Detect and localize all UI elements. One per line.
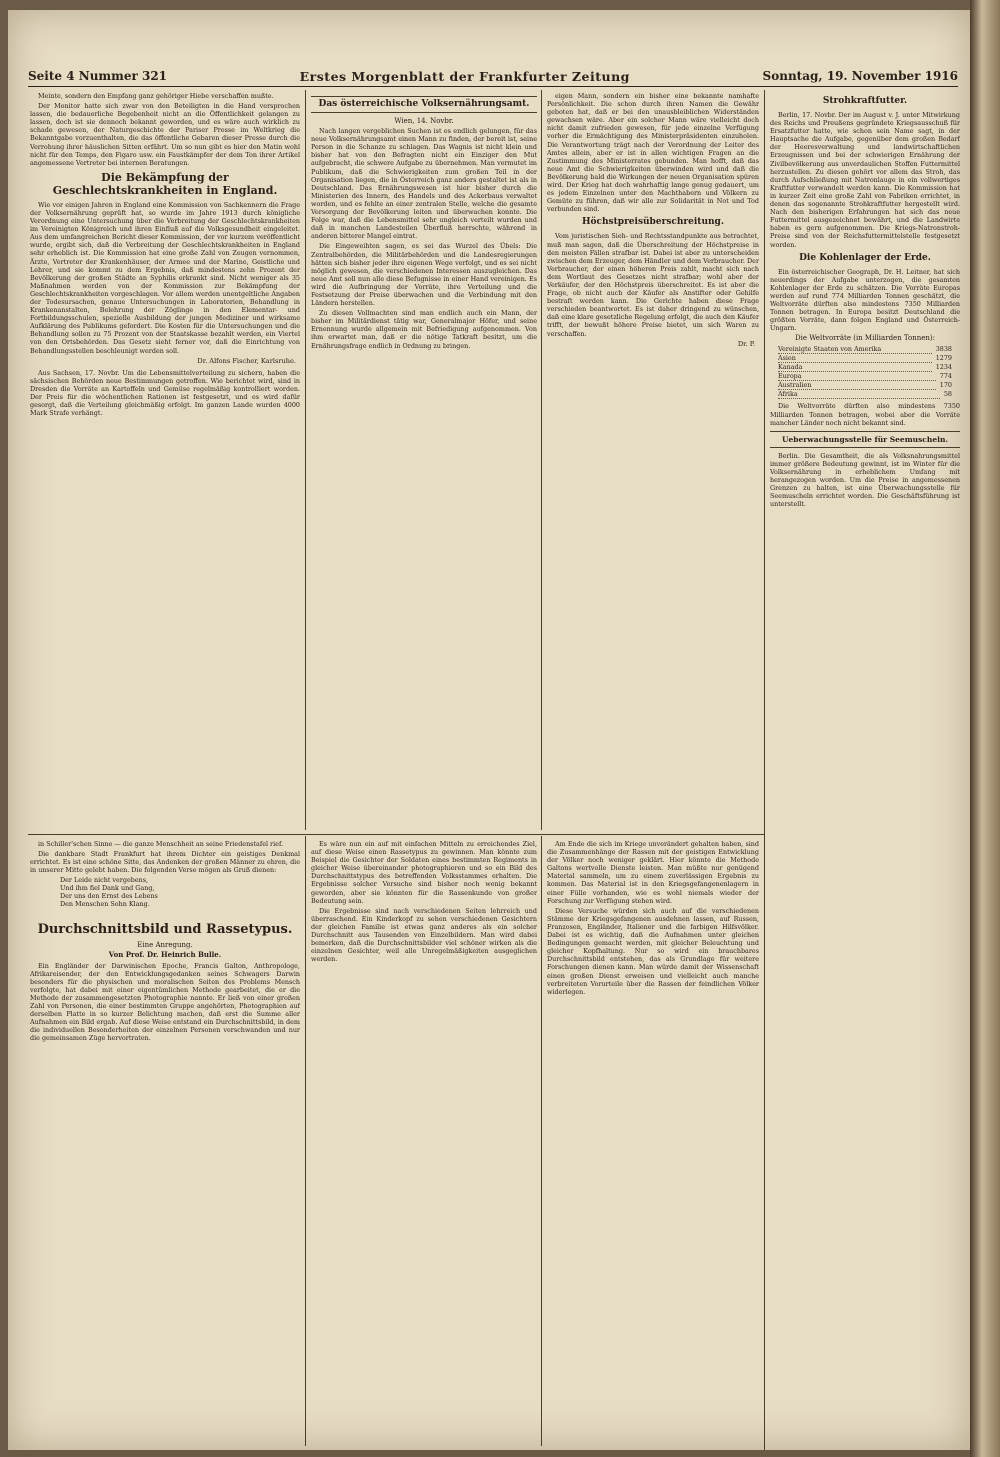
article-author: Von Prof. Dr. Heinrich Bulle. [108, 950, 222, 960]
article-paragraph: Die dankbare Stadt Frankfurt hat ihrem Dichter ein geistiges Denkmal errichtet. Es ist eine schöne Sitte, das Andenken der großen Männer zu ehren, die in unserer Mitte gelebt haben. Die folgenden Verse mögen als Gruß dienen: [30, 850, 300, 875]
article-paragraph: Am Ende die sich im Kriege unverändert gehalten haben, sind die Zusammenhänge der Rassen mit der geistigen Entwicklung der Völker noch weniger geklärt. Hier könnte die Methode Galtons wertvolle Dienste leisten. Man müßte nur genügend Material sammeln, um zu einem zuverlässigen Ergebnis zu kommen. Das Material ist in den Kriegsgefangenenlagern in einer Fülle vorhanden, wie es wohl niemals wieder der Forschung zur Verfügung stehen wird. [547, 840, 759, 905]
table-row: Afrika 58 [778, 390, 952, 399]
article-paragraph: Die Weltvorräte dürften also mindestens 7350 Milliarden Tonnen betragen, wobei aber die Vorräte mancher Länder noch nicht bekannt sind. [770, 402, 960, 427]
article-paragraph: Berlin. Die Gesamtheit, die als Volksnahrungsmittel immer größere Bedeutung gewinnt, ist im Winter für die Volksernährung in erheblichem Umfang mit herangezogen worden. Um die Preise in angemessenen Grenzen zu halten, ist eine Überwachungsstelle für Seemuscheln errichtet worden. Die Geschäftsführung ist unterstellt. [770, 451, 960, 509]
table-row: Europa 774 [778, 372, 952, 381]
table-row: Vereinigte Staaten von Amerika 3838 [778, 345, 952, 354]
article-author: Dr. Alfons Fischer, Karlsruhe. [197, 356, 296, 365]
article-paragraph: Zu diesen Vollmachten sind man endlich auch ein Mann, der bisher im Militärdienst tätig war, Generalmajor Höfer, und seine Ernennung wurde allgemein mit Befriedigung aufgenommen. Von ihm erwartet man, daß er die nötige Tatkraft besitzt, um die Ernährungsfrage endlich in Ordnung zu bringen. [311, 309, 537, 350]
bottom-column-1 [30, 840, 300, 1440]
bottom-column-2 [311, 840, 537, 1440]
article-headline: Die Bekämpfung der Geschlechtskrankheiten in England. [52, 170, 278, 197]
article-paragraph: eigen Mann, sondern ein bisher eine bekannte namhafte Persönlichkeit. Die schon durch ihren Namen die Gewähr geboten hat, daß er bei den unausbleiblichen Widerständen gewachsen wäre. Aber ein solcher Mann wäre vielleicht doch nicht damit zufrieden gewesen, für jede einzelne Verfügung vorher die Ermächtigung des Ministerpräsidenten einzuholen. Die Verantwortung trägt nach der Verordnung der Leiter des Amtes allein, aber er ist in allen wichtigen Fragen an die Zustimmung des Ministerrates gebunden. Man hofft, daß das neue Amt die Schwierigkeiten überwinden wird und daß die Bevölkerung bald die Wirkungen der neuen Organisation spüren wird. Der Krieg hat doch wahrhaftig lange genug gedauert, um es jedem Einzelnen unter den Machthabern und Völkern zu Gemüte zu führen, daß wir alle zur Solidarität in Not und Tod verbunden sind. [547, 92, 759, 214]
article-intro: Meinte, sondern den Empfang ganz gehöriger Hiebe verschaffen mußte. [38, 92, 274, 100]
article-paragraph: Ein österreichischer Geograph, Dr. H. Leitner, hat sich neuerdings der Aufgabe unterzogen, die gesamten Kohlenlager der Erde zu schätzen. Die Vorräte Europas werden auf rund 774 Milliarden Tonnen geschätzt, die Weltvorräte dürften also mindestens 7350 Milliarden Tonnen betragen. In Europa besitzt Deutschland die größten Vorräte, dann folgen England und Österreich-Ungarn. [770, 267, 960, 333]
column-2 [311, 92, 537, 832]
section-rule [28, 834, 764, 835]
page-number: Seite 4 Nummer 321 [28, 69, 168, 83]
article-author: Dr. P. [737, 339, 755, 348]
article-headline: Strohkraftfutter. [822, 96, 908, 106]
table-title: Die Weltvorräte (in Milliarden Tonnen): [794, 334, 936, 343]
column-rule [764, 90, 765, 1450]
article-paragraph: Vom juristischen Sieh- und Rechtsstandpunkte aus betrachtet, muß man sagen, daß die Überschreitung der Höchstpreise in den meisten Fällen strafbar ist. Dabei ist aber zu unterscheiden zwischen dem Erzeuger, dem Händler und dem Verbraucher. Der Verbraucher, der einen höheren Preis zahlt, macht sich nach dem Wortlaut des Gesetzes nicht strafbar; wohl aber der Verkäufer, der den Höchstpreis überschreitet. Es ist aber die Frage, ob nicht auch der Käufer als Anstifter oder Gehilfe bestraft werden kann. Die Gerichte haben diese Frage verschieden beantwortet. Es ist daher dringend zu wünschen, daß eine klare gesetzliche Regelung erfolgt, die auch den Käufer trifft, der bewußt höhere Preise bietet, um sich Waren zu verschaffen. [547, 232, 759, 338]
poem: Der Leide nicht vergebens, Und ihm fiel Dank und Gang, Der uns den Ernst des Lebens Den Menschen Sohn Klang. [60, 876, 158, 909]
column-3 [547, 92, 759, 832]
article-paragraph: Der Monitor hatte sich zwar von den Beteiligten in die Hand versprochen lassen, die bedauerliche Begebenheit nicht an die Öffentlichkeit gelangen zu lassen, doch ist sie dennoch bekannt geworden, und es wäre auch wirklich zu schade gewesen, der Naturgeschichte der Pariser Presse im Weltkrieg die Bekanntgabe vorzuenthalten, die das öffentliche Gebaren dieser Presse durch die Verrohung ihrer häuslichen Sitten erfährt. Um so nun gibt es hier den Matin wohl nicht für den Temps, den Figaro usw. ein Faustkämpfer der dem Ton ihrer Artikel angemessene Vertreter bei internen Beratungen. [30, 102, 300, 167]
article-headline: Das österreichische Volksernährungsamt. [311, 96, 537, 113]
article-paragraph: Diese Versuche würden sich auch auf die verschiedenen Stämme der Kriegsgefangenen ausdehnen lassen, auf Russen, Franzosen, Engländer, Italiener und die farbigen Hilfsvölker. Dabei ist es wichtig, daß die Aufnahmen unter gleichen Bedingungen gemacht werden, mit gleicher Beleuchtung und gleicher Kopfhaltung. Nur so wird ein brauchbares Durchschnittsbild entstehen, das als Grundlage für weitere Forschungen dienen kann. Man würde damit der Wissenschaft einen großen Dienst erweisen und vielleicht auch manche verbreiteten Vorurteile über die Rassen der feindlichen Völker widerlegen. [547, 906, 759, 996]
newspaper-title: Erstes Morgenblatt der Frankfurter Zeitung [299, 68, 630, 84]
column-rule [541, 90, 542, 830]
article-paragraph: Die Ergebnisse sind nach verschiedenen Seiten lehrreich und überraschend. Ein Kinderkopf zu sehen verschiedenen Gesichtern der gleichen Familie ist etwas ganz anderes als ein solcher Durchschnitt aus Tausenden von Einzelbildern. Man wird dabei bemerken, daß die Durchschnittsbilder viel schöner wirken als die einzelnen Gesichter, weil alle Unregelmäßigkeiten ausgeglichen werden. [311, 906, 537, 964]
column-rule [305, 90, 306, 830]
article-paragraph: Die Eingeweihten sagen, es sei das Wurzel des Übels: Die Zentralbehörden, die Militärbehörden und die Landesregierungen hätten sich bisher jeder ihre eigenen Wege verfolgt, und es sei nicht möglich gewesen, die verschiedenen Interessen auszugleichen. Das neue Amt soll nun alle diese Befugnisse in einer Hand vereinigen. Es wird die Aufbringung der Vorräte, ihre Verteilung und die Festsetzung der Preise überwachen und die Verbindung mit den Ländern herstellen. [311, 242, 537, 308]
article-headline: Durchschnittsbild und Rassetypus. [37, 922, 293, 938]
table-row: Australien 170 [778, 381, 952, 390]
article-paragraph: Wie vor einigen Jahren in England eine Kommission von Sachkennern die Frage der Volksernährung geprüft hat, so wurde im Jahre 1913 durch königliche Verordnung eine Untersuchung über die Verbreitung der Geschlechtskrankheiten im Vereinigten Königreich und ihren Einfluß auf die Volksgesundheit eingeleitet. Aus dem umfangreichen Bericht dieser Kommission, der vor kurzem veröffentlicht wurde, ergibt sich, daß die Verbreitung der Geschlechtskrankheiten in England sehr erheblich ist. Die Kommission hat eine große Zahl von Zeugen vernommen, Ärzte, Vertreter der Krankenhäuser, der Armee und der Marine, Geistliche und Lehrer, und sie kommt zu dem Ergebnis, daß mindestens zehn Prozent der Bevölkerung der großen Städte an Syphilis erkrankt sind. Nicht weniger als 35 Maßnahmen werden von der Kommission zur Bekämpfung der Geschlechtskrankheiten vorgeschlagen. Vor allem werden unentgeltliche Angaben der Todesursachen, genaue Untersuchungen in Laboratorien, Behandlung in Krankenanstalten, Belehrung der Zöglinge in den Elementar- und Fortbildungsschulen, spezielle Ausbildung der jungen Mediziner und wirksame Aufklärung des Publikums gefordert. Die Kosten für die Untersuchungen und die Behandlung sollen zu 75 Prozent von der Staatskasse bezahlt werden, ein Viertel von den Ortsbehörden. Das Gesetz sieht ferner vor, daß die Einrichtung von Behandlungsstellen beschleunigt werden soll. [30, 200, 300, 355]
page-binding-edge [970, 0, 1000, 1457]
article-paragraph: Ein Engländer der Darwinischen Epoche, Francis Galton, Anthropologe, Afrikareisender, der den Entwicklungsgedanken seines Schwagers Darwin besonders für die physischen und moralischen Seiten des Problems Mensch verfolgte, hat dabei mit einer eigentümlichen Methode gearbeitet, die er die Methode der zusammengesetzten Photographie nannte. Er ließ von einer großen Zahl von Personen, die einer bestimmten Gruppe angehörten, Photographien auf derselben Platte in so kurzer Belichtung machen, daß erst die Summe aller Aufnahmen ein Bild ergab. Auf diese Weise entstand ein Durchschnittsbild, in dem die individuellen Besonderheiten der einzelnen Personen verschwanden und nur die gemeinsamen Züge hervortraten. [30, 961, 300, 1043]
article-paragraph: in Schiller'schen Sinne — die ganze Menschheit an seine Friedenstafel rief. [38, 840, 284, 848]
column-4 [770, 92, 960, 1442]
article-paragraph: Berlin, 17. Novbr. Der im August v. J. unter Mitwirkung des Reichs und Preußens gegründete Kriegsausschuß für Ersatzfutter hatte, wie schon sein Name sagt, in der Hauptsache die Aufgabe, gegenüber dem großen Bedarf der Heeresverwaltung und landwirtschaftlichen Erzeugnissen und bei der schwierigen Ernährung der Zivilbevölkerung aus unverdaulichen Stoffen Futtermittel herzustellen. Zu diesen gehört vor allem das Stroh, das durch Aufschließung mit Natronlauge in ein vollwertiges Kraftfutter verwandelt werden kann. Die Kommission hat in kurzer Zeit eine große Zahl von Fabriken errichtet, in denen das sogenannte Strohkraftfutter hergestellt wird. Nach den bisherigen Erfahrungen hat sich das neue Futtermittel ausgezeichnet bewährt, und die Landwirte haben es gern aufgenommen. Die Kriegs-Natronstroh-Preise sind von der Reichsfuttermittelstelle festgesetzt worden. [770, 111, 960, 249]
article-headline: Ueberwachungsstelle für Seemuscheln. [770, 431, 960, 448]
newspaper-page [8, 10, 970, 1450]
coal-reserves-table [778, 345, 952, 399]
article-paragraph: Es wäre nun ein auf mit einfachen Mitteln zu erreichendes Ziel, auf diese Weise einen Rassetypus zu gewinnen. Man könnte zum Beispiel die Gesichter der Soldaten eines bestimmten Regiments in gleicher Weise übereinander photographieren und so ein Bild des Durchschnittstypus des betreffenden Volksstammes erhalten. Die Ergebnisse solcher Versuche sind bisher noch wenig bekannt geworden, aber sie könnten für die Rassenkunde von großer Bedeutung sein. [311, 840, 537, 905]
column-rule [305, 836, 306, 1446]
column-1 [30, 92, 300, 832]
article-paragraph: Aus Sachsen, 17. Novbr. Um die Lebensmittelverteilung zu sichern, haben die sächsischen Behörden neue Bestimmungen getroffen. Wie berichtet wird, sind in Dresden die Vorräte an Kartoffeln und Gemüse regelmäßig kontrolliert worden. Der Preis für die wöchentlichen Rationen ist festgesetzt, und es wird dafür gesorgt, daß die Verteilung gleichmäßig erfolgt. Im ganzen Lande wurden 4000 Mark Strafe verhängt. [30, 368, 300, 418]
column-rule [541, 836, 542, 1446]
article-paragraph: Nach langen vergeblichen Suchen ist es endlich gelungen, für das neue Volksernährungsamt einen Mann zu finden, der bereit ist, seine Person in die Schanze zu schlagen. Das Wagnis ist nicht klein und bisher hat von den Befragten nicht ein Einziger den Mut aufgebracht, die schwere Aufgabe zu übernehmen. Man vermutet im Publikum, daß die Schwierigkeiten zum großen Teil in der Organisation liegen, die in Österreich ganz anders gestaltet ist als in Deutschland. Das Ernährungswesen ist hier bisher durch die Ministerien des Innern, des Handels und des Ackerbaus verwaltet worden, und es fehlte an einer zentralen Stelle, welche die gesamte Versorgung der Bevölkerung leiten und überwachen konnte. Die Folge war, daß die Lebensmittel sehr ungleich verteilt wurden und daß in manchen Landesteilen Überfluß herrschte, während in anderen bitterer Mangel eintrat. [311, 127, 537, 241]
article-subtitle: Eine Anregung. [137, 941, 193, 950]
masthead [28, 66, 958, 87]
dateline: Wien, 14. Novbr. [394, 117, 454, 125]
bottom-column-3 [547, 840, 759, 1440]
table-row: Asien 1279 [778, 354, 952, 363]
issue-date: Sonntag, 19. November 1916 [762, 69, 958, 83]
article-headline: Höchstpreisüberschreitung. [582, 217, 724, 228]
article-headline: Die Kohlenlager der Erde. [799, 252, 931, 263]
table-row: Kanada 1234 [778, 363, 952, 372]
